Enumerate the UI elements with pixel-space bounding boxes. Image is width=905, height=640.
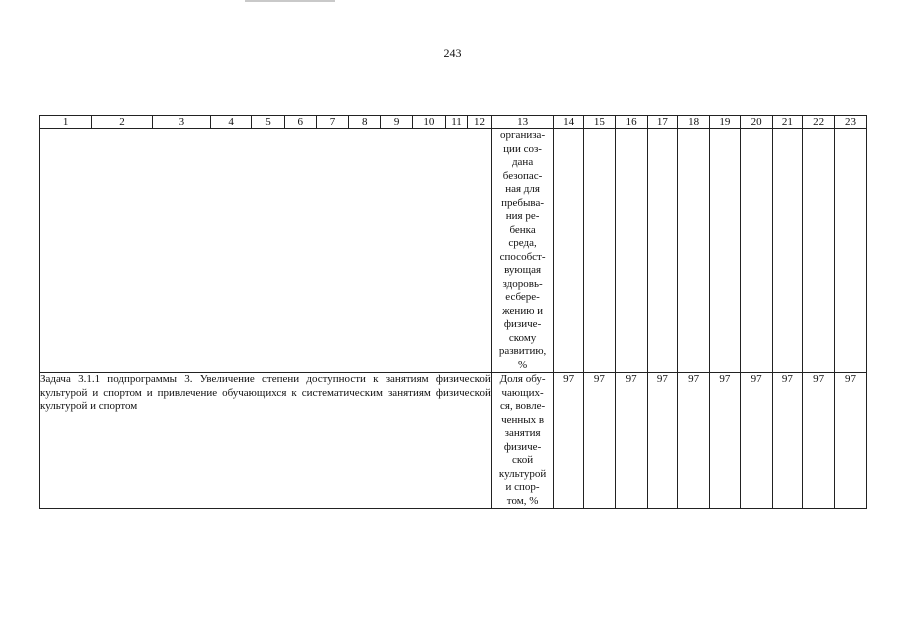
column-number-row bbox=[40, 116, 867, 129]
column-header: 10 bbox=[412, 116, 445, 129]
value-cell: 97 bbox=[615, 373, 647, 509]
column-header: 20 bbox=[740, 116, 772, 129]
column-header: 23 bbox=[835, 116, 867, 129]
value-cell: 97 bbox=[647, 373, 678, 509]
table-row bbox=[40, 129, 867, 373]
scan-artifact bbox=[245, 0, 335, 2]
column-header: 16 bbox=[615, 116, 647, 129]
empty-cell bbox=[584, 129, 616, 373]
empty-cell bbox=[740, 129, 772, 373]
value-cell: 97 bbox=[803, 373, 835, 509]
column-header: 11 bbox=[445, 116, 468, 129]
column-header: 14 bbox=[554, 116, 584, 129]
empty-cell bbox=[554, 129, 584, 373]
empty-cell bbox=[40, 129, 492, 373]
empty-cell bbox=[803, 129, 835, 373]
empty-cell bbox=[772, 129, 803, 373]
column-header: 4 bbox=[211, 116, 252, 129]
column-header: 18 bbox=[678, 116, 710, 129]
data-table bbox=[39, 115, 867, 509]
column-header: 5 bbox=[252, 116, 285, 129]
indicator-text: Доля обу- чающих- ся, вовле- ченных в занятия физиче- ской культурой и спор- том, % bbox=[498, 373, 547, 507]
value-cell: 97 bbox=[835, 373, 867, 509]
column-header: 8 bbox=[349, 116, 381, 129]
value-cell: 97 bbox=[554, 373, 584, 509]
column-header: 2 bbox=[92, 116, 152, 129]
column-header: 12 bbox=[468, 116, 492, 129]
column-header: 7 bbox=[316, 116, 349, 129]
empty-cell bbox=[710, 129, 741, 373]
value-cell: 97 bbox=[772, 373, 803, 509]
page-number: 243 bbox=[443, 46, 462, 60]
task-description-cell bbox=[40, 373, 492, 509]
value-cell: 97 bbox=[584, 373, 616, 509]
indicator-cell bbox=[491, 129, 554, 373]
column-header: 15 bbox=[584, 116, 616, 129]
column-header: 3 bbox=[152, 116, 210, 129]
column-header: 6 bbox=[284, 116, 316, 129]
column-header: 1 bbox=[40, 116, 92, 129]
empty-cell bbox=[678, 129, 710, 373]
value-cell: 97 bbox=[710, 373, 741, 509]
value-cell: 97 bbox=[740, 373, 772, 509]
column-header: 17 bbox=[647, 116, 678, 129]
column-header: 9 bbox=[381, 116, 413, 129]
indicator-text: организа- ции соз- дана безопас- ная для пребыва- ния ре- бенка среда, способст- вующая здоровь- есбере- жению и физиче- скому развитию, % bbox=[498, 129, 547, 371]
empty-cell bbox=[615, 129, 647, 373]
task-description: Задача 3.1.1 подпрограммы 3. Увеличение степени доступности к занятиям физической культурой и спортом и привлечение обучающихся к систематическим занятиям физической культурой и спортом bbox=[40, 373, 491, 412]
column-header: 21 bbox=[772, 116, 803, 129]
table-row bbox=[40, 373, 867, 509]
indicator-cell bbox=[491, 373, 554, 509]
empty-cell bbox=[647, 129, 678, 373]
column-header: 22 bbox=[803, 116, 835, 129]
value-cell: 97 bbox=[678, 373, 710, 509]
column-header: 13 bbox=[491, 116, 554, 129]
empty-cell bbox=[835, 129, 867, 373]
column-header: 19 bbox=[710, 116, 741, 129]
